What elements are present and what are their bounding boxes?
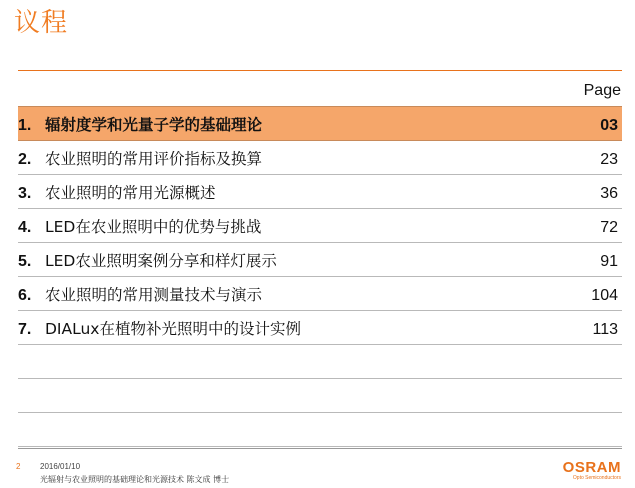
agenda-item-number: 4. <box>18 219 32 236</box>
footer-text: 光辐射与农业照明的基础理论和光源技术 陈文成 博士 <box>40 475 230 484</box>
footer-divider <box>18 448 622 449</box>
agenda-item-1[interactable] <box>18 106 622 141</box>
title-divider <box>18 70 622 71</box>
empty-row <box>18 379 622 413</box>
agenda-item-7[interactable] <box>18 311 622 345</box>
agenda-item-number: 6. <box>18 287 32 304</box>
agenda-item-page: 91 <box>600 253 618 270</box>
agenda-item-number: 2. <box>18 151 32 168</box>
agenda-item-5[interactable] <box>18 243 622 277</box>
logo-wordmark: OSRAM <box>562 459 621 476</box>
agenda-item-label: LED在农业照明中的优势与挑战 <box>45 218 262 236</box>
agenda-item-page: 113 <box>592 321 618 338</box>
agenda-item-label: LED农业照明案例分享和样灯展示 <box>45 252 277 270</box>
logo-subtitle: Opto Semiconductors <box>572 475 621 481</box>
footer-date: 2016/01/10 <box>40 462 81 471</box>
agenda-item-3[interactable] <box>18 175 622 209</box>
page-column-header: Page <box>583 82 621 99</box>
agenda-item-number: 1. <box>18 117 32 134</box>
agenda-item-number: 5. <box>18 253 32 270</box>
agenda-item-label: DIALux在植物补光照明中的设计实例 <box>45 320 301 338</box>
agenda-item-page: 72 <box>600 219 618 236</box>
agenda-item-number: 7. <box>18 321 32 338</box>
agenda-item-page: 03 <box>600 117 618 134</box>
osram-logo <box>563 460 621 481</box>
slide-title: 议程 <box>14 8 69 38</box>
agenda-item-4[interactable] <box>18 209 622 243</box>
agenda-item-label: 农业照明的常用评价指标及换算 <box>45 150 263 168</box>
agenda-list <box>18 106 622 447</box>
slide-number: 2 <box>16 462 21 471</box>
agenda-item-number: 3. <box>18 185 32 202</box>
agenda-item-2[interactable] <box>18 141 622 175</box>
agenda-item-label: 农业照明的常用光源概述 <box>45 184 216 202</box>
empty-row <box>18 345 622 379</box>
agenda-item-page: 104 <box>591 287 618 304</box>
empty-row <box>18 413 622 447</box>
agenda-item-6[interactable] <box>18 277 622 311</box>
agenda-item-label: 辐射度学和光量子学的基础理论 <box>45 116 263 134</box>
agenda-item-page: 36 <box>600 185 618 202</box>
agenda-item-label: 农业照明的常用测量技术与演示 <box>45 286 263 304</box>
agenda-item-page: 23 <box>600 151 618 168</box>
